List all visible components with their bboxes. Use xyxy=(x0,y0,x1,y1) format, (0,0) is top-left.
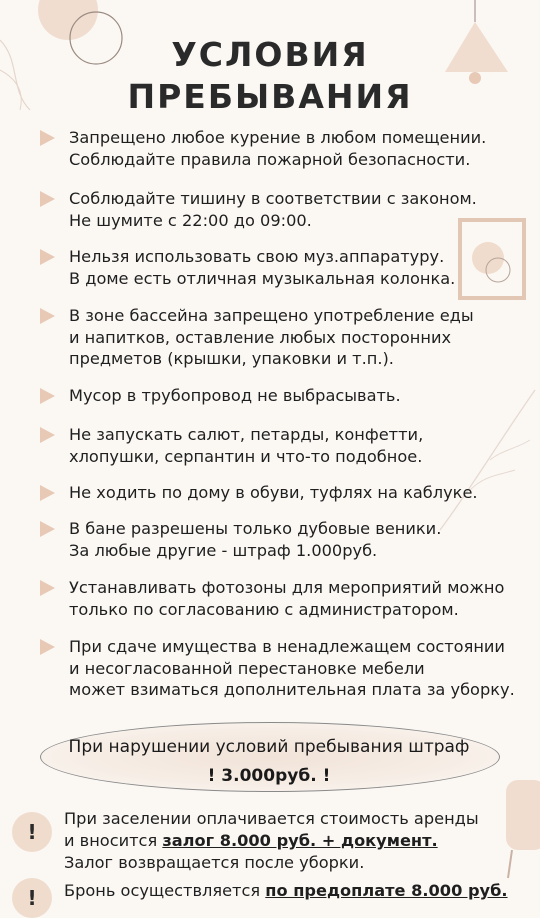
rule-text: В бане разрешены только дубовые веники. xyxy=(69,519,442,538)
fine-amount: ! 3.000руб. ! xyxy=(207,766,331,786)
exclamation-icon: ! xyxy=(12,878,52,918)
title-line-2: ПРЕБЫВАНИЯ xyxy=(127,77,413,116)
deposit-amount: залог 8.000 руб. + документ. xyxy=(162,831,438,850)
triangle-bullet-icon xyxy=(40,580,55,596)
rule-text: За любые другие - штраф 1.000руб. xyxy=(69,540,378,560)
rule-text: Запрещено любое курение в любом помещении. xyxy=(69,128,487,147)
triangle-bullet-icon xyxy=(40,639,55,655)
rule-text: При сдаче имущества в ненадлежащем состоянии xyxy=(69,637,505,656)
triangle-bullet-icon xyxy=(40,191,55,207)
deposit-line-2-text: и вносится xyxy=(64,831,163,850)
rule-text: предметов (крышки, упаковки и т.п.). xyxy=(69,349,394,368)
rule-text: Соблюдайте правила пожарной безопасности. xyxy=(69,149,471,169)
fine-banner-text xyxy=(40,733,498,791)
title-line-1: УСЛОВИЯ xyxy=(171,35,369,74)
rule-text: В зоне бассейна запрещено употребление еды xyxy=(69,306,474,325)
booking-line-1 xyxy=(64,880,534,902)
deposit-line-3: Залог возвращается после уборки. xyxy=(64,853,365,872)
triangle-bullet-icon xyxy=(40,521,55,537)
deposit-line-1: При заселении оплачивается стоимость аренды xyxy=(64,809,479,828)
rule-text: Не запускать салют, петарды, конфетти, xyxy=(69,425,424,444)
rule-text: только по согласованию с администратором. xyxy=(69,599,459,619)
booking-note xyxy=(64,880,534,902)
rule-text: Нельзя использовать свою муз.аппаратуру. xyxy=(69,247,445,266)
triangle-bullet-icon xyxy=(40,249,55,265)
triangle-bullet-icon xyxy=(40,308,55,324)
booking-amount: по предоплате 8.000 руб. xyxy=(265,881,508,900)
triangle-bullet-icon xyxy=(40,130,55,146)
page-title xyxy=(0,34,540,118)
rule-text: хлопушки, серпантин и что-то подобное. xyxy=(69,446,423,466)
rule-text: Не ходить по дому в обуви, туфлях на каблуке. xyxy=(69,483,478,502)
fine-caption: При нарушении условий пребывания штраф xyxy=(68,737,470,757)
triangle-bullet-icon xyxy=(40,427,55,443)
rule-text: В доме есть отличная музыкальная колонка. xyxy=(69,268,456,288)
rule-text: Соблюдайте тишину в соответствии с законом. xyxy=(69,189,477,208)
triangle-bullet-icon xyxy=(40,388,55,404)
rule-text: и несогласованной перестановке мебели xyxy=(69,658,425,678)
exclamation-icon: ! xyxy=(12,812,52,852)
booking-line-text: Бронь осуществляется xyxy=(64,881,266,900)
deposit-line-2 xyxy=(64,830,534,852)
deposit-note xyxy=(64,808,534,874)
triangle-bullet-icon xyxy=(40,485,55,501)
rule-text: Не шумите с 22:00 до 09:00. xyxy=(69,210,312,230)
rule-text: Устанавливать фотозоны для мероприятий можно xyxy=(69,578,505,597)
rule-text: может взиматься дополнительная плата за уборку. xyxy=(69,680,515,699)
rule-text: и напитков, оставление любых посторонних xyxy=(69,327,452,347)
rule-text: Мусор в трубопровод не выбрасывать. xyxy=(69,386,401,405)
